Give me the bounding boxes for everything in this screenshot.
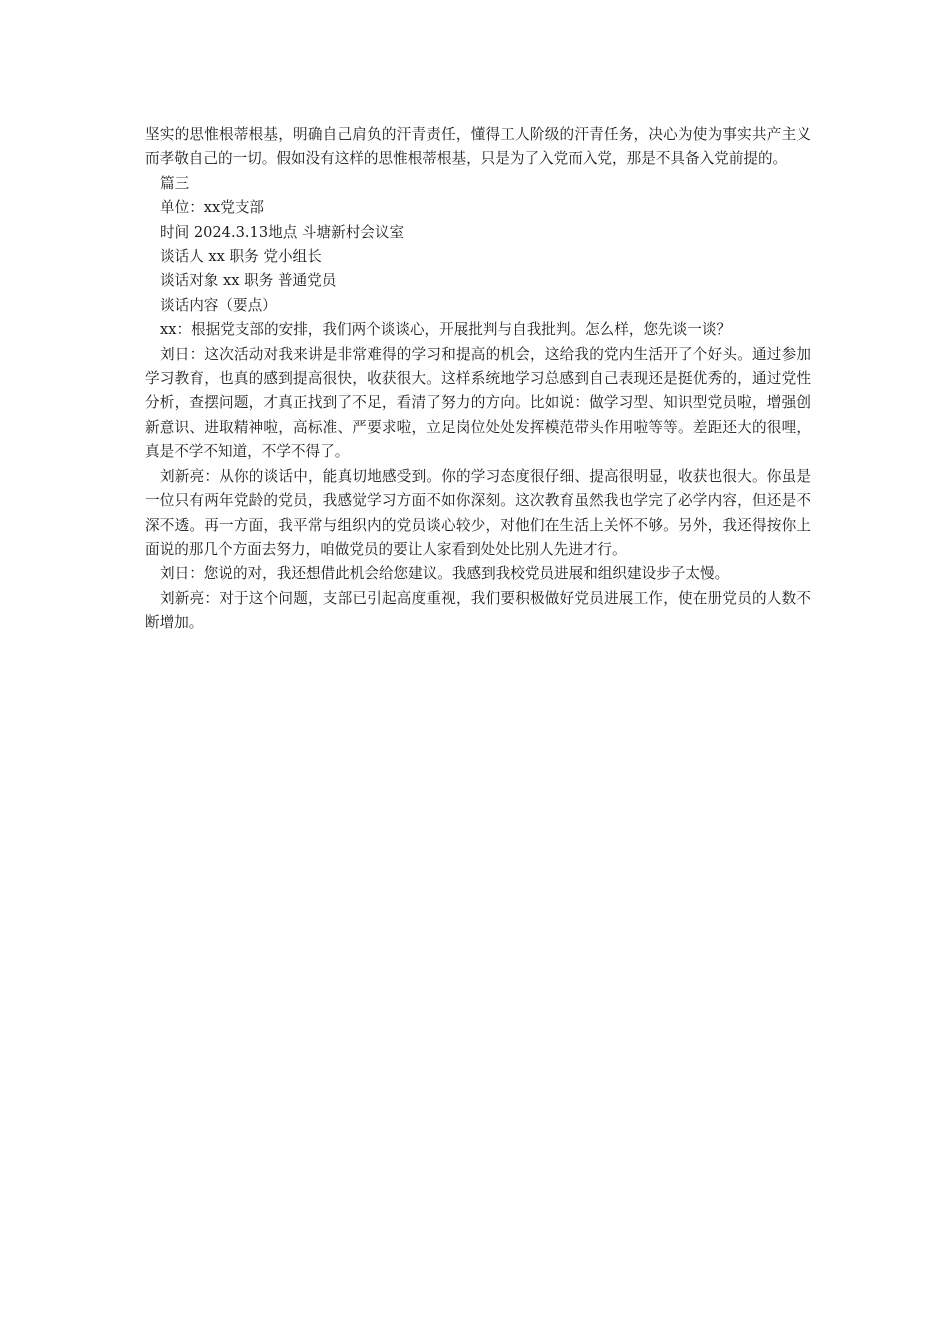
dialogue-paragraph: 刘新亮：从你的谈话中，能真切地感受到。你的学习态度很仔细、提高很明显，收获也很大。你虽是一位只有两年党龄的党员，我感觉学习方面不如你深刻。这次教育虽然我也学完了必学内容，但还是不深不透。再一方面，我平常与组织内的党员谈心较少，对他们在生活上关怀不够。另外，我还得按你上面说的那几个方面去努力，咱做党员的要让人家看到处处比别人先进才行。 <box>145 467 811 558</box>
interviewee-line: 谈话对象 xx 职务 普通党员 <box>160 272 337 290</box>
dialogue-paragraph: xx：根据党支部的安排，我们两个谈谈心，开展批判与自我批判。怎么样，您先谈一谈？ <box>160 321 732 339</box>
unit-line: 单位：xx党支部 <box>160 199 265 217</box>
speaker-line: 谈话人 xx 职务 党小组长 <box>160 248 322 266</box>
document-body <box>145 123 811 636</box>
dialogue-paragraph: 刘日：这次活动对我来讲是非常难得的学习和提高的机会，这给我的党内生活开了个好头。通过参加学习教育，也真的感到提高很快，收获很大。这样系统地学习总感到自己表现还是挺优秀的，通过党性分析，查摆问题，才真正找到了不足，看清了努力的方向。比如说：做学习型、知识型党员啦，增强创新意识、进取精神啦，高标准、严要求啦，立足岗位处处发挥模范带头作用啦等等。差距还大的很哩，真是不学不知道，不学不得了。 <box>145 345 811 461</box>
dialogue-paragraph: 刘新亮：对于这个问题，支部已引起高度重视，我们要积极做好党员进展工作，使在册党员的人数不断增加。 <box>145 589 811 632</box>
section-heading: 篇三 <box>160 174 190 192</box>
content-heading: 谈话内容（要点） <box>160 296 277 314</box>
paragraph-continuation: 坚实的思惟根蒂根基，明确自己肩负的汗青责任，懂得工人阶级的汗青任务，决心为使为事实共产主义而孝敬自己的一切。假如没有这样的思惟根蒂根基，只是为了入党而入党，那是不具备入党前提的。 <box>145 126 811 168</box>
dialogue-paragraph: 刘日：您说的对，我还想借此机会给您建议。我感到我校党员进展和组织建设步子太慢。 <box>160 565 730 583</box>
time-location-line: 时间 2024.3.13地点 斗塘新村会议室 <box>160 223 405 241</box>
